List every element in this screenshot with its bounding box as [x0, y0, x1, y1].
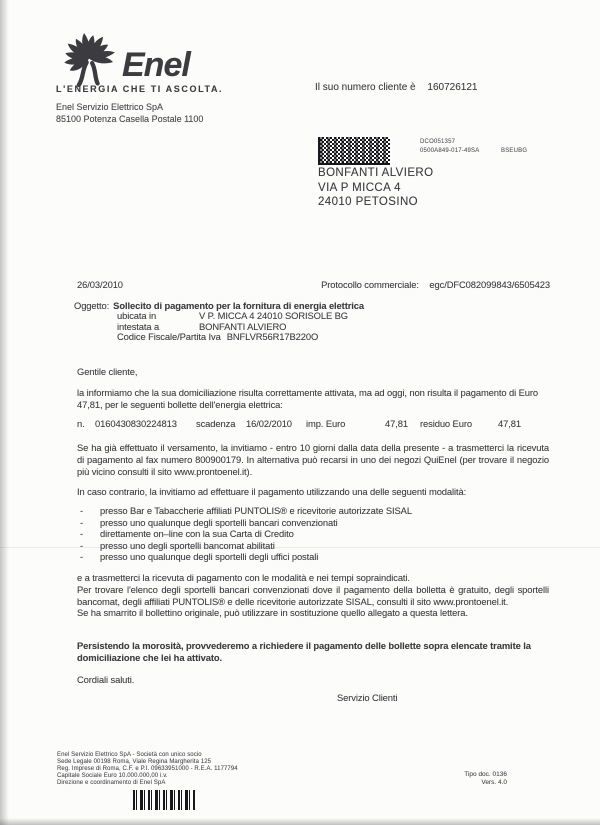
paragraph-receipt-c: Se ha smarrito il bollettino originale, può utilizzare in sostituzione quello allegato a questa lettera.	[77, 607, 468, 619]
bullet-dash: -	[80, 528, 84, 540]
customer-number-value: 160726121	[427, 82, 478, 93]
list-item-text: presso uno qualunque degli sportelli degli uffici postali	[100, 551, 319, 563]
invoice-residual-label: residuo Euro	[420, 418, 472, 429]
invoice-line	[77, 418, 521, 430]
bullet-dash: -	[80, 551, 84, 563]
invoice-n-label: n.	[77, 418, 85, 429]
bullet-dash: -	[80, 516, 84, 528]
footer-line: Reg. Imprese di Roma, C.F. e P.I. 09633951000 - R.E.A. 1177794	[57, 766, 238, 772]
invoice-due-date: 16/02/2010	[246, 418, 292, 429]
sender-address	[56, 102, 203, 125]
paragraph-receipt-a: e a trasmetterci la ricevuta di pagamento con le modalità e nei tempi sopraindicati.	[77, 572, 410, 583]
list-item	[77, 551, 549, 563]
list-item-text: presso uno degli sportelli bancomat abilitati	[100, 539, 275, 551]
subject-row-value: BONFANTI ALVIERO	[199, 320, 287, 332]
list-item	[77, 528, 549, 540]
subject-row-label: intestata a	[117, 320, 160, 332]
paragraph-already-paid: Se ha già effettuato il versamento, la invitiamo - entro 10 giorni dalla data della presente - a trasmetterci la ricevuta di pagamento al fax numero 800900179. In alternativa può recarsi in uno dei negozi QuiEnel (per trovare il negozio più vicino consulti il sito www.prontoenel.it).	[77, 442, 549, 477]
recipient-name: BONFANTI ALVIERO	[318, 167, 434, 179]
sender-line: 85100 Potenza Casella Postale 1100	[56, 113, 204, 124]
list-item-text: presso uno qualunque degli sportelli bancari convenzionati	[100, 516, 338, 528]
mailing-code-line: DCO051357	[420, 139, 456, 145]
closing: Cordiali saluti.	[77, 674, 135, 685]
barcode-icon	[133, 790, 195, 810]
protocol-line	[321, 279, 550, 291]
mailing-code: 0500A849-017-49SA	[420, 148, 480, 154]
footer-line: Direzione e coordinamento di Enel SpA	[57, 780, 166, 786]
subject-label: Oggetto:	[74, 300, 110, 311]
recipient-street: VIA P MICCA 4	[318, 181, 401, 194]
list-item	[77, 505, 549, 517]
invoice-due-label: scadenza	[196, 418, 236, 429]
subject-title: Sollecito di pagamento per la fornitura di energia elettrica	[113, 300, 365, 311]
invoice-amount-label: imp. Euro	[306, 418, 346, 429]
list-item	[77, 517, 549, 529]
footer-line: Enel Servizio Elettrico SpA - Società con unico socio	[57, 752, 202, 758]
doc-type: Tipo doc. 0136	[464, 771, 507, 778]
brand-tagline: L'ENERGIA CHE TI ASCOLTA.	[56, 84, 224, 94]
scan-edge-shadow-left	[0, 0, 9, 825]
list-item-text: direttamente on–line con la sua Carta di Credito	[100, 528, 294, 540]
company-footer	[57, 752, 238, 787]
footer-line: Capitale Sociale Euro 10.000.000,00 i.v.	[57, 773, 168, 779]
invoice-residual: 47,81	[498, 418, 521, 429]
sender-line: Enel Servizio Elettrico SpA	[56, 102, 164, 112]
subject-row	[74, 332, 544, 342]
mailing-code: BSEUBG	[501, 148, 528, 154]
footer-line: Sede Legale 00198 Roma, Viale Regina Margherita 125	[57, 759, 212, 765]
subject-row-label: Codice Fiscale/Partita Iva	[117, 331, 221, 343]
paragraph-intro: la informiamo che la sua domiciliazione risulta correttamente attivata, ma ad oggi, non risulta il pagamento di Euro 47,81, per le seguenti bollette dell'energia elettrica:	[77, 387, 539, 410]
list-item-text: presso Bar e Tabaccherie affiliati PUNTOLIS® e ricevitorie autorizzate SISAL	[100, 505, 412, 516]
subject-row-value: BNFLVR56R17B220O	[226, 331, 319, 343]
recipient-city: 24010 PETOSINO	[318, 196, 418, 208]
subject-row-label: ubicata in	[117, 310, 157, 322]
bullet-dash: -	[80, 505, 84, 516]
customer-number-label: Il suo numero cliente è	[315, 82, 416, 93]
customer-number-line	[315, 82, 477, 93]
paragraph-warning: Persistendo la morosità, provvederemo a richiedere il pagamento delle bollette sopra elencate tramite la domiciliazione che lei ha attivato.	[77, 640, 531, 663]
protocol-value: egc/DFC082099843/6505423	[429, 279, 550, 290]
brand-wordmark: Enel	[122, 46, 190, 84]
mailing-codes	[420, 138, 527, 156]
paragraph-receipt	[77, 572, 549, 619]
salutation: Gentile cliente,	[77, 366, 138, 377]
invoice-amount: 47,81	[385, 418, 408, 429]
payment-options-list	[77, 505, 549, 563]
signature: Servizio Clienti	[337, 692, 398, 703]
bullet-dash: -	[80, 539, 84, 551]
recipient-address	[318, 166, 433, 210]
letter-date: 26/03/2010	[77, 279, 123, 290]
subject-block	[74, 301, 544, 343]
protocol-label: Protocollo commerciale:	[321, 279, 419, 290]
paragraph-receipt-b: Per trovare l'elenco degli sportelli bancari convenzionati dove il pagamento della bolletta è gratuito, degli sportelli bancomat, degli affiliati PUNTOLIS® e delle ricevitorie autorizzate SISAL, consulti il sito www.prontoenel.it.	[77, 583, 549, 607]
list-item	[77, 540, 549, 552]
subject-row-value: V P. MICCA 4 24010 SORISOLE BG	[199, 310, 348, 322]
doc-version: Vers. 4.0	[481, 779, 507, 786]
document-info	[464, 771, 507, 787]
mailing-code-line	[420, 147, 527, 156]
paragraph-otherwise: In caso contrario, la invitiamo ad effettuare il pagamento utilizzando una delle seguenti modalità:	[77, 486, 467, 497]
scan-edge-shadow-bottom	[0, 818, 600, 825]
invoice-number: 0160430830224813	[95, 418, 177, 429]
data-matrix-icon	[318, 137, 390, 165]
